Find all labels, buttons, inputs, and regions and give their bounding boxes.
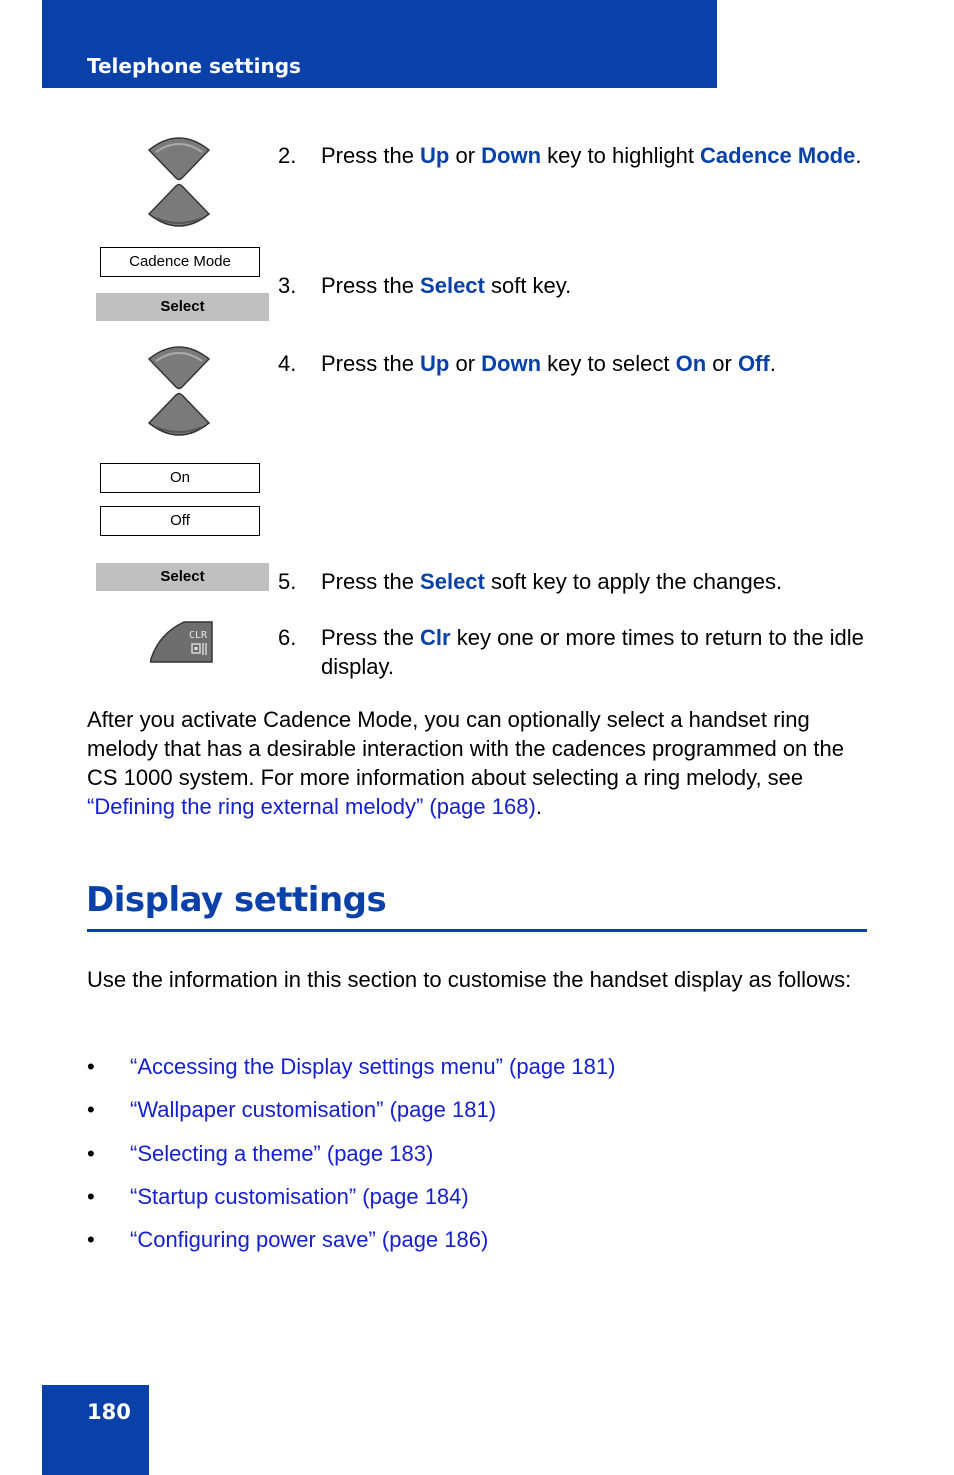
step-number: 6. — [278, 625, 297, 650]
select-softkey: Select — [96, 563, 269, 591]
link-configuring-power-save[interactable]: “Configuring power save” (page 186) — [130, 1227, 489, 1253]
bullet-icon: • — [87, 1054, 95, 1079]
up-down-navigation-key-icon — [146, 341, 212, 441]
list-item — [87, 1225, 877, 1268]
page-number: 180 — [87, 1400, 131, 1424]
clr-key-label: CLR — [188, 630, 208, 641]
step-text: Press the Select soft key. — [321, 273, 572, 298]
section-title: Display settings — [86, 880, 387, 920]
section-divider — [87, 929, 867, 932]
screen-option-on: On — [100, 463, 260, 493]
screen-cadence-mode: Cadence Mode — [100, 247, 260, 277]
step-number: 3. — [278, 273, 297, 298]
bullet-icon: • — [87, 1097, 95, 1123]
step-number: 5. — [278, 569, 297, 594]
step-text: Press the Up or Down key to select On or Off. — [321, 351, 776, 376]
bullet-icon: • — [87, 1227, 95, 1253]
clr-key-icon — [150, 620, 214, 664]
header-title: Telephone settings — [87, 54, 301, 78]
list-item — [87, 1139, 877, 1182]
step-number: 4. — [278, 351, 297, 376]
up-down-navigation-key-icon — [146, 132, 212, 232]
header-bar — [42, 0, 717, 88]
ring-melody-link[interactable]: “Defining the ring external melody” (page 168) — [87, 794, 536, 819]
step-number: 2. — [278, 143, 297, 168]
footer-page-box — [42, 1385, 149, 1475]
select-softkey: Select — [96, 293, 269, 321]
list-item — [87, 1095, 877, 1138]
step-text: Press the Up or Down key to highlight Cadence Mode. — [321, 143, 862, 168]
step-text: Press the Select soft key to apply the changes. — [321, 569, 783, 594]
link-accessing-display-settings[interactable]: “Accessing the Display settings menu” (page 181) — [130, 1054, 616, 1079]
list-item — [87, 1052, 877, 1095]
link-selecting-theme[interactable]: “Selecting a theme” (page 183) — [130, 1140, 434, 1166]
link-wallpaper-customisation[interactable]: “Wallpaper customisation” (page 181) — [130, 1097, 497, 1123]
bullet-icon: • — [87, 1140, 95, 1166]
section-intro: Use the information in this section to customise the handset display as follows: — [87, 967, 852, 992]
cadence-info-paragraph: After you activate Cadence Mode, you can optionally select a handset ring melody that has a desirable interaction with the cadences programmed on the CS 1000 system. For more information about selecting a ring melody, see “Defining the ring external melody” (page 168). — [87, 707, 844, 819]
step-text: Press the Clr key one or more times to return to the idle display. — [321, 625, 864, 679]
link-startup-customisation[interactable]: “Startup customisation” (page 184) — [130, 1183, 469, 1209]
bullet-icon: • — [87, 1183, 95, 1209]
screen-option-off: Off — [100, 506, 260, 536]
display-settings-link-list — [87, 1052, 877, 1268]
list-item — [87, 1182, 877, 1225]
